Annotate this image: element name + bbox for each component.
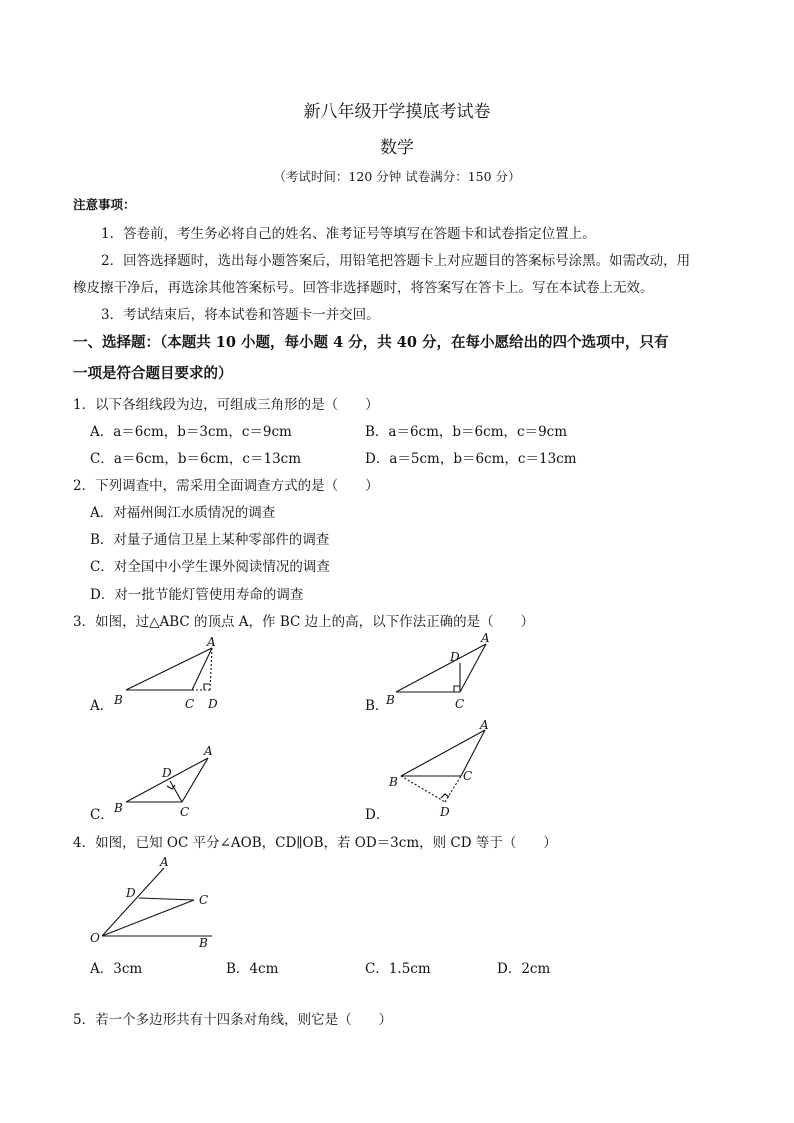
right-angle-mark: [204, 684, 210, 690]
q2-option-b: B．对量子通信卫星上某种零部件的调查: [90, 532, 330, 548]
question-1-stem: 1．以下各组线段为边，可组成三角形的是（ ）: [73, 397, 379, 413]
question-2-stem: 2．下列调查中，需采用全面调查方式的是（ ）: [73, 478, 379, 494]
q3-figure-b: [380, 630, 510, 714]
segment-dc: [139, 898, 194, 900]
q2-option-c: C．对全国中小学生课外阅读情况的调查: [90, 559, 330, 575]
subject-title: 数学: [380, 138, 414, 158]
ray-oc: [102, 900, 194, 936]
q2-option-a: A．对福州闽江水质情况的调查: [90, 505, 276, 521]
label-b: B: [199, 936, 208, 950]
question-3-stem: 3．如图，过△ABC 的顶点 A，作 BC 边上的高，以下作法正确的是（ ）: [73, 614, 535, 630]
q3-option-a: A．: [90, 698, 114, 714]
label-a: A: [204, 744, 213, 758]
right-angle-mark: [454, 686, 460, 692]
q4-option-d: D．2cm: [497, 961, 551, 977]
q1-option-b: B．a＝6cm，b＝6cm，c＝9cm: [365, 424, 568, 440]
label-a: A: [160, 855, 169, 869]
notes-heading: 注意事项：: [73, 197, 136, 212]
label-d: D: [450, 650, 460, 664]
q4-option-c: C．1.5cm: [365, 961, 431, 977]
section-heading-cont: 一项是符合题目要求的）: [73, 365, 233, 382]
label-c: C: [185, 697, 195, 711]
q1-option-c: C．a＝6cm，b＝6cm，c＝13cm: [90, 451, 302, 467]
label-b: B: [114, 801, 123, 815]
segment-ba: [126, 758, 208, 802]
label-c: C: [455, 697, 465, 711]
question-4-stem: 4．如图，已知 OC 平分∠AOB，CD∥OB，若 OD＝3cm，则 CD 等于（ ）: [73, 835, 557, 851]
label-d: D: [440, 805, 450, 819]
label-d: D: [126, 886, 136, 900]
label-d: D: [208, 697, 218, 711]
altitude-cd: [170, 781, 182, 802]
segment-ba: [126, 648, 212, 690]
note-item: 1．答卷前，考生务必将自己的姓名、准考证号等填写在答题卡和试卷指定位置上。: [101, 226, 596, 242]
label-b: B: [386, 693, 395, 707]
q3-option-b: B．: [365, 698, 389, 714]
label-a: A: [207, 635, 216, 649]
note-item: 3．考试结束后，将本试卷和答题卡一并交回。: [101, 307, 380, 323]
label-c: C: [180, 805, 190, 819]
question-5-stem: 5．若一个多边形共有十四条对角线，则它是（ ）: [73, 1012, 393, 1028]
label-c: C: [463, 769, 473, 783]
altitude-bd: [401, 776, 445, 802]
q4-option-b: B．4cm: [226, 961, 279, 977]
section-heading: 一、选择题：（本题共 10 小题，每小题 4 分，共 40 分，在每小愿给出的四个选项中，只有: [73, 334, 669, 351]
label-b: B: [389, 775, 398, 789]
extension-cd: [445, 776, 461, 802]
q4-figure: [84, 852, 224, 952]
ray-oa: [102, 868, 164, 936]
q1-option-a: A．a＝6cm，b＝3cm，c＝9cm: [90, 424, 292, 440]
label-a: A: [480, 718, 489, 732]
label-c: C: [199, 893, 209, 907]
page-title: 新八年级开学摸底考试卷: [303, 102, 491, 122]
q3-figure-d: [385, 716, 505, 822]
note-item: 2．回答选择题时，选出每小题答案后，用铅笔把答题卡上对应题目的答案标号涂黑。如需改动，用: [101, 253, 691, 269]
note-item: 橡皮擦干净后，再选涂其他答案标号。回答非选择题时，将答案写在答卡上。写在本试卷上无效。: [73, 280, 654, 296]
q3-option-d: D．: [365, 807, 390, 823]
q2-option-d: D．对一批节能灯管使用寿命的调查: [90, 587, 304, 603]
q3-figure-c: [110, 742, 230, 822]
altitude-ad: [210, 648, 212, 690]
label-b: B: [114, 693, 123, 707]
q4-option-a: A．3cm: [90, 961, 143, 977]
label-a: A: [481, 631, 490, 645]
label-d: D: [162, 766, 172, 780]
label-o: O: [90, 931, 100, 945]
q3-figure-a: [110, 634, 230, 714]
q1-option-d: D．a＝5cm，b＝6cm，c＝13cm: [365, 451, 577, 467]
q3-option-c: C．: [90, 807, 114, 823]
exam-info: （考试时间：120 分钟 试卷满分：150 分）: [273, 169, 521, 184]
